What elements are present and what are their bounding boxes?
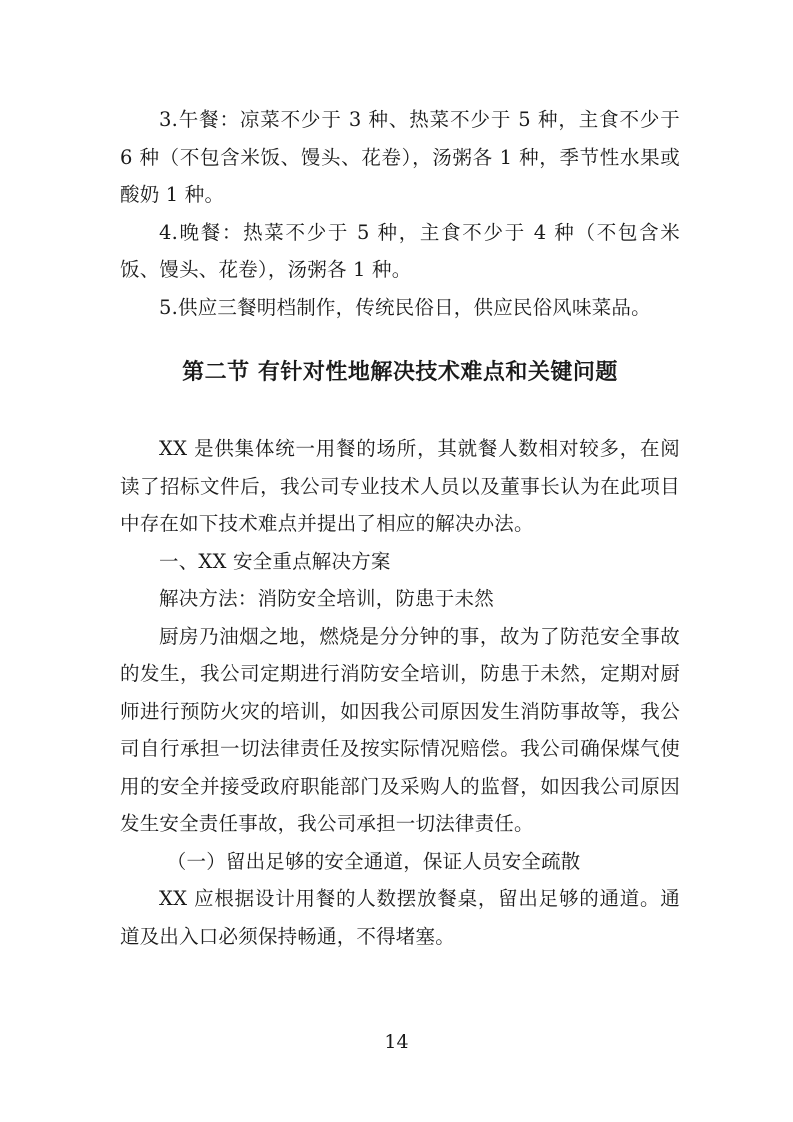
kitchen-safety-paragraph: 厨房乃油烟之地，燃烧是分分钟的事，故为了防范安全事故的发生，我公司定期进行消防安全培训，防患于未然，定期对厨师进行预防火灾的培训，如因我公司原因发生消防事故等，我公司自行承担一切法律责任及按实际情况赔偿。我公司确保煤气使用的安全并接受政府职能部门及采购人的监督，如因我公司原因发生安全责任事故，我公司承担一切法律责任。 [120, 624, 680, 835]
item-one-title: 一、XX 安全重点解决方案 [159, 549, 391, 573]
subsection-one-title: （一）留出足够的安全通道，保证人员安全疏散 [166, 849, 581, 873]
page-number: 14 [384, 1031, 409, 1053]
section-heading: 第二节 有针对性地解决技术难点和关键问题 [182, 360, 618, 385]
open-kitchen-paragraph: 5.供应三餐明档制作，传统民俗日，供应民俗风味菜品。 [159, 295, 651, 319]
solution-method: 解决方法：消防安全培训，防患于未然 [159, 587, 494, 610]
spacer [120, 393, 680, 430]
document-body [120, 101, 680, 955]
passage-paragraph: XX 应根据设计用餐的人数摆放餐桌，留出足够的通道。通道及出入口必须保持畅通，不得堵塞。 [120, 887, 680, 948]
dinner-paragraph: 4.晚餐：热菜不少于 5 种，主食不少于 4 种（不包含米饭、馒头、花卷），汤粥各 1 种。 [120, 220, 680, 281]
intro-paragraph: XX 是供集体统一用餐的场所，其就餐人数相对较多，在阅读了招标文件后，我公司专业技术人员以及董事长认为在此项目中存在如下技术难点并提出了相应的解决办法。 [120, 437, 680, 535]
lunch-paragraph: 3.午餐：凉菜不少于 3 种、热菜不少于 5 种，主食不少于 6 种（不包含米饭、馒头、花卷），汤粥各 1 种，季节性水果或酸奶 1 种。 [120, 108, 680, 206]
